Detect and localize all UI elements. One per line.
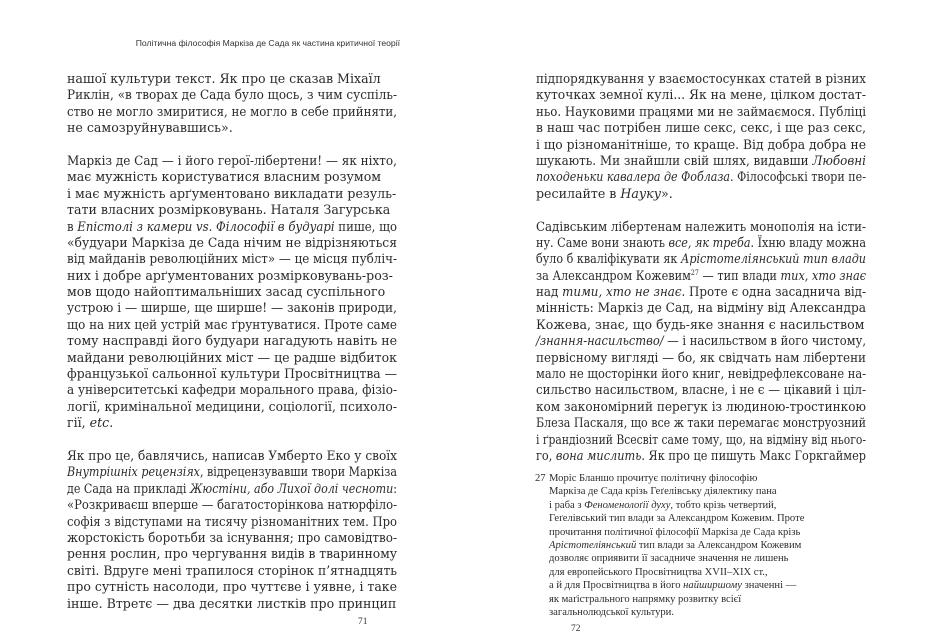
text-line-content <box>67 350 397 366</box>
text-line <box>536 186 866 202</box>
text-segment: , відрецензувавши твори Маркіза <box>199 464 398 480</box>
italic-text: вона мислить <box>555 447 642 463</box>
text-segment: а й для Просвітництва в його <box>549 580 684 592</box>
text-segment: що на них цей устрій має ґрунтуватися. Проте саме <box>67 316 397 332</box>
paragraph <box>67 71 397 137</box>
text-segment: було б кваліфікувати як <box>536 251 681 267</box>
text-line-content <box>536 268 866 284</box>
text-segment: . <box>109 415 114 431</box>
text-segment: . Філософські твори пе- <box>730 169 866 185</box>
text-line <box>67 399 397 415</box>
text-line <box>536 87 866 103</box>
text-segment: софія з відступами на тисячу різноманітних тем. Про <box>67 513 398 529</box>
text-line-content <box>67 415 113 431</box>
right-page-body <box>536 71 866 464</box>
text-segment: і раба з <box>549 499 585 511</box>
text-segment: в наш час потрібен лише секс, секс, і ще раз секс, <box>536 120 867 136</box>
text-line <box>67 87 397 103</box>
text-segment: Кожева, знає, що будь-яке знання є насильством <box>536 316 865 332</box>
italic-text: походеньки кавалера де Фоблаза <box>536 169 731 185</box>
text-segment: гії, <box>67 415 90 431</box>
italic-text: все, як треба <box>668 234 751 250</box>
text-line <box>536 366 866 382</box>
text-line <box>536 169 866 185</box>
text-line-content <box>67 120 233 136</box>
footnote-line <box>535 526 835 539</box>
text-line <box>536 219 866 235</box>
text-segment: не самозруйнувавшись». <box>67 120 233 136</box>
text-line-content <box>536 186 673 202</box>
text-line-content <box>67 186 396 202</box>
footnote-line-content <box>535 566 768 579</box>
text-line <box>67 284 397 300</box>
italic-text: Науку <box>620 185 662 201</box>
text-line-content <box>67 481 397 497</box>
text-line <box>67 219 397 235</box>
text-line-content <box>536 366 866 382</box>
footnote-line <box>535 485 835 498</box>
text-line-content <box>536 300 866 316</box>
footnote-number: 27 <box>535 473 546 484</box>
text-segment: тип влади за Александром Кожевим <box>636 539 802 551</box>
text-segment: го, <box>536 447 556 463</box>
text-line <box>67 481 397 497</box>
italic-text: Внутрішніх рецензіях <box>67 464 200 480</box>
text-segment: і ґрандіозний Всесвіт саме тому, що, на відміну від нього- <box>536 431 866 447</box>
text-line <box>67 350 397 366</box>
text-line <box>536 137 866 153</box>
text-segment: Маркіз де Сад — і його герої-лібертени! — як ніхто, <box>67 152 397 168</box>
italic-text: тих, хто знає <box>780 267 867 283</box>
text-segment: . Їхню владу можна <box>750 234 867 250</box>
text-segment: Блеза Паскаля, що все ж таки перемагає монструозний <box>536 415 866 431</box>
footnote-27 <box>535 472 835 619</box>
italic-text: Любовні <box>812 152 867 168</box>
text-segment: де Сада на прикладі <box>67 480 190 496</box>
text-line-content <box>67 596 396 612</box>
text-line-content <box>536 104 866 120</box>
text-segment: тати власних розмірковувань. Наталя Загурська <box>67 202 391 218</box>
text-line <box>536 415 866 431</box>
text-line <box>67 366 397 382</box>
text-segment: ком закономірний перегук із людиною-тростинкою <box>536 398 866 414</box>
text-line <box>536 153 866 169</box>
text-line <box>536 350 866 366</box>
text-line-content <box>536 399 866 415</box>
footnote-line-content <box>535 499 776 512</box>
text-line <box>536 333 866 349</box>
text-line-content <box>67 382 397 398</box>
left-page-body <box>67 71 397 612</box>
text-segment: французької сальонної культури Просвітництва — <box>67 366 397 382</box>
text-segment: ресилайте в <box>536 185 621 201</box>
text-line-content <box>67 366 397 382</box>
text-segment: в <box>67 218 78 234</box>
text-line-content <box>67 71 381 87</box>
text-line-content <box>67 87 397 103</box>
footnote-line-content <box>535 472 757 485</box>
text-line-content <box>536 350 866 366</box>
text-line-content <box>536 448 866 464</box>
footnote-line-content <box>535 485 777 498</box>
right-page <box>467 0 935 638</box>
footnote-line-content <box>535 512 804 525</box>
text-line <box>536 235 866 251</box>
text-line-content <box>536 317 864 333</box>
text-line <box>536 432 866 448</box>
text-line-content <box>67 497 397 513</box>
text-line-content <box>67 448 397 464</box>
running-head: Політична філософія Маркіза де Сада як частина критичної теорії <box>135 38 400 48</box>
text-line <box>67 333 397 349</box>
text-line <box>536 300 866 316</box>
text-line-content <box>67 235 397 251</box>
footnote-line <box>535 512 835 525</box>
text-segment: пише, що <box>334 218 397 234</box>
text-line-content <box>67 399 397 415</box>
text-line <box>536 71 866 87</box>
text-segment: ». <box>661 185 673 201</box>
text-line <box>67 579 397 595</box>
text-line-content <box>536 87 866 103</box>
text-line-content <box>536 219 866 235</box>
text-line-content <box>536 71 866 87</box>
text-line <box>67 514 397 530</box>
text-line <box>67 464 397 480</box>
text-line-content <box>67 153 397 169</box>
text-line-content <box>536 415 866 431</box>
footnote-line-content <box>535 593 741 606</box>
footnote-line-content <box>535 606 674 619</box>
text-line <box>67 169 397 185</box>
text-line <box>67 300 397 316</box>
text-line-content <box>67 284 385 300</box>
text-line-content <box>67 104 397 120</box>
text-segment: «Розкриваєш вперше — багатосторінкова натюрфіло- <box>67 497 398 513</box>
text-segment: шукають. Ми знайшли свій шлях, видавши <box>536 152 813 168</box>
text-line-content <box>536 382 866 398</box>
text-segment: ство не могло змиритися, не могло в себе прийняти, <box>67 103 398 119</box>
text-line-content <box>536 284 866 300</box>
text-segment: має мужність користуватися власним розумом <box>67 169 382 185</box>
text-segment: Як про це, бавлячись, написав Умберто Еко у своїх <box>67 447 398 463</box>
text-line <box>536 399 866 415</box>
text-line <box>536 317 866 333</box>
footnote-line <box>535 606 835 619</box>
text-segment: мов щодо найоптимальніших засад суспільного <box>67 284 386 300</box>
text-segment: майдани революційних міст — це радше відбиток <box>67 349 397 365</box>
text-segment: а університетські кафедри морального права, фізіо- <box>67 382 398 398</box>
text-line <box>67 153 397 169</box>
text-line-content <box>536 432 866 448</box>
footnote-line <box>535 593 835 606</box>
text-segment: загальнолюдської культури. <box>549 606 674 618</box>
paragraph <box>67 448 397 612</box>
text-line <box>67 497 397 513</box>
text-segment: Геґелівський тип влади за Александром Кожевим. Проте <box>549 513 805 525</box>
footnote-line-content <box>535 552 788 565</box>
text-line-content <box>536 235 866 251</box>
text-line-content <box>67 300 397 316</box>
footnote-reference[interactable]: 27 <box>690 268 699 277</box>
text-segment: і має мужність арґументовано викладати резуль- <box>67 185 397 201</box>
text-line <box>67 382 397 398</box>
text-line-content <box>67 169 381 185</box>
text-segment: про сутність насолоди, про чуттєве і уявне, і таке <box>67 579 398 595</box>
text-segment: значенні — <box>741 580 797 592</box>
italic-text: Жюстіни, або Лихої долі чесноти <box>189 480 394 496</box>
text-line-content <box>67 251 397 267</box>
text-segment: первісному вигляді — бо, як свідчать нам лібертени <box>536 349 867 365</box>
text-line-content <box>536 251 866 267</box>
text-segment: сильство насильством, власне, і не є — цікавий і ціл- <box>536 382 866 398</box>
text-segment: над <box>536 284 563 300</box>
text-segment: для европейського Просвітництва XVII–XIX ст., <box>549 566 768 578</box>
text-line-content <box>67 530 397 546</box>
paragraph <box>536 71 866 202</box>
text-line <box>536 382 866 398</box>
text-segment: жорстокість боротьби за існування; про самовідтво- <box>67 529 398 545</box>
text-line <box>67 563 397 579</box>
text-line-content <box>536 333 866 349</box>
text-line <box>67 235 397 251</box>
text-segment: — тип влади <box>698 267 781 283</box>
text-line <box>67 317 397 333</box>
text-line-content <box>536 153 866 169</box>
footnote-line-content <box>535 526 800 539</box>
text-segment: мало не щосторінки його книг, невідрефлексоване на- <box>536 366 866 382</box>
left-page <box>0 0 467 638</box>
text-line <box>67 530 397 546</box>
text-segment: ньо. Науковими працями ми не займаємося. Публіці <box>536 103 866 119</box>
text-segment: мінність: Маркіз де Сад, на відміну від Александра <box>536 300 867 316</box>
text-segment: дозволяє оприявити її засадниче значення не лишень <box>549 553 789 565</box>
text-line-content <box>67 514 397 530</box>
italic-text: найширшому <box>683 580 742 592</box>
italic-text: /знання-насильство/ <box>536 333 664 349</box>
text-segment: і що різноманітніше, то краще. Від добра добра не <box>536 136 867 152</box>
text-segment: як маґістрального напрямку розвитку всієї <box>549 593 742 605</box>
text-line-content <box>67 268 393 284</box>
text-segment: світі. Вдруге мені трапилося сторінок п’ятнадцять <box>67 562 398 578</box>
text-segment: від майданів революційних міст» — це місця публіч- <box>67 251 398 267</box>
text-segment: . Проте є одна засаднича від- <box>681 284 866 300</box>
text-line <box>67 415 397 431</box>
text-segment: за Александром Кожевим <box>536 267 691 283</box>
footnote-line-content <box>535 539 801 552</box>
italic-text: Феноменолоґії духу <box>584 499 671 511</box>
italic-text: Арістотеліянський <box>549 539 637 551</box>
text-segment: логії, кримінальної медицини, соціології, психоло- <box>67 398 397 414</box>
text-segment: . Як про це пишуть Макс Горкгаймер <box>641 447 867 463</box>
text-line <box>67 546 397 562</box>
text-line <box>67 448 397 464</box>
text-line <box>536 448 866 464</box>
text-segment: Моріс Бланшо прочитує політичну філософію <box>549 473 758 484</box>
text-line-content <box>67 546 397 562</box>
italic-text: Епістолі з камери vs. Філософії в будуарі <box>77 218 335 234</box>
text-segment: ну. Саме вони знають <box>536 234 669 250</box>
italic-text: Арістотеліянський тип влади <box>680 251 867 267</box>
text-line <box>536 251 866 267</box>
text-segment: тому насправді його будуари нагадують навіть не <box>67 333 398 349</box>
text-line-content <box>67 579 397 595</box>
text-line <box>536 284 866 300</box>
footnote-line <box>535 499 835 512</box>
text-line <box>536 104 866 120</box>
text-segment: куточках земної кулі... Як на мене, цілком достат- <box>536 87 867 103</box>
text-segment: : <box>393 480 397 496</box>
text-line <box>67 186 397 202</box>
text-line-content <box>67 563 397 579</box>
footnote-line <box>535 552 835 565</box>
text-line-content <box>536 120 866 136</box>
text-line-content <box>67 219 397 235</box>
text-line <box>536 120 866 136</box>
paragraph <box>536 219 866 465</box>
text-line-content <box>67 202 390 218</box>
footnote-line <box>535 472 835 485</box>
text-line-content <box>67 464 397 480</box>
text-line-content <box>67 333 397 349</box>
text-line <box>536 268 866 284</box>
text-line-content <box>67 317 397 333</box>
text-line <box>67 251 397 267</box>
page-number-left: 71 <box>358 617 368 627</box>
text-line <box>67 202 397 218</box>
footnote-line <box>535 579 835 592</box>
text-line-content <box>536 169 866 185</box>
text-segment: інше. Втретє — два десятки листків про принцип <box>67 595 397 611</box>
text-segment: прочитання політичної філософії Маркіза де Сада крізь <box>549 526 801 538</box>
text-segment: Садівським лібертенам належить монополія на істи- <box>536 218 867 234</box>
text-segment: Маркіза де Сада крізь Геґелівську діялектику пана <box>549 486 777 498</box>
footnote-line <box>535 539 835 552</box>
text-line <box>67 120 397 136</box>
italic-text: etc <box>89 415 110 431</box>
text-line <box>67 104 397 120</box>
text-segment: підпорядкування у взаємостосунках статей в різних <box>536 71 866 86</box>
text-line <box>67 71 397 87</box>
paragraph <box>67 153 397 432</box>
text-segment: «будуари Маркіза де Сада нічим не відрізняються <box>67 234 398 250</box>
text-segment: Риклін, «в творах де Сада було щось, з чим суспіль- <box>67 87 398 103</box>
text-segment: нашої культури текст. Як про це сказав Міхаїл <box>67 71 381 86</box>
text-line <box>67 596 397 612</box>
italic-text: тими, хто не знає <box>562 284 682 300</box>
text-segment: , тобто крізь четвертий, <box>670 499 777 511</box>
text-line <box>67 268 397 284</box>
text-segment: устрою і — ширше, ще ширше! — законів природи, <box>67 300 397 316</box>
footnote-line <box>535 566 835 579</box>
text-segment: рення рослин, про чергування видів в тваринному <box>67 546 398 562</box>
text-line-content <box>536 137 866 153</box>
page-number-right: 72 <box>571 624 581 634</box>
text-segment: них і добре арґументованих розмірковувань-роз- <box>67 267 393 283</box>
footnote-line-content <box>535 579 796 592</box>
text-segment: — і насильством в його чистому, <box>663 333 867 349</box>
